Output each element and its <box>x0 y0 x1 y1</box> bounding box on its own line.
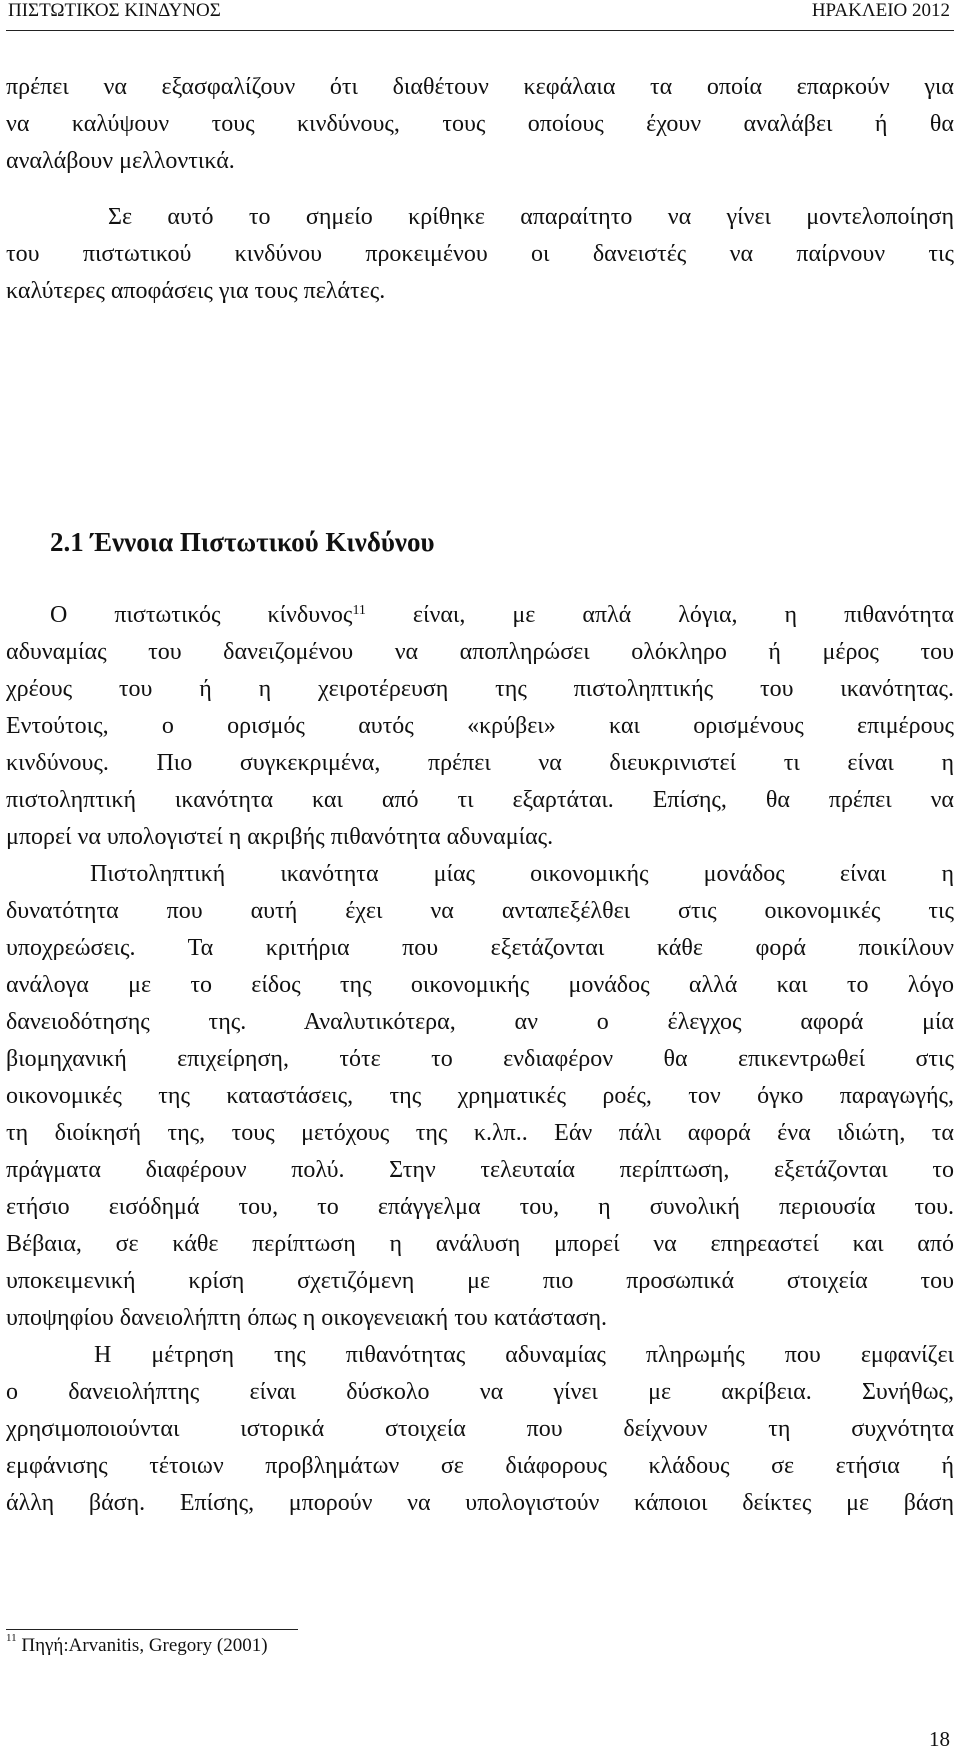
paragraph-line: βιομηχανική επιχείρηση, τότε το ενδιαφέρον θα επικεντρωθεί στις <box>6 1046 954 1072</box>
page-header <box>0 0 960 34</box>
paragraph-line: άλλη βάση. Επίσης, μπορούν να υπολογιστούν κάποιοι δείκτες με βάση <box>6 1490 954 1516</box>
paragraph-line: ετήσιο εισόδημά του, το επάγγελμα του, η συνολική περιουσία του. <box>6 1194 954 1220</box>
footnote-divider <box>6 1629 298 1630</box>
paragraph-line: κινδύνους. Πιο συγκεκριμένα, πρέπει να διευκρινιστεί τι είναι η <box>6 750 954 776</box>
header-divider <box>6 30 954 31</box>
paragraph-line: υποχρεώσεις. Τα κριτήρια που εξετάζονται κάθε φορά ποικίλουν <box>6 935 954 961</box>
paragraph-line: ο δανειολήπτης είναι δύσκολο να γίνει με ακρίβεια. Συνήθως, <box>6 1379 954 1405</box>
paragraph-line: Σε αυτό το σημείο κρίθηκε απαραίτητο να γίνει μοντελοποίηση <box>108 204 954 230</box>
paragraph-line: να καλύψουν τους κινδύνους, τους οποίους έχουν αναλάβει ή θα <box>6 111 954 137</box>
paragraph-line: υποκειμενική κρίση σχετιζόμενη με πιο προσωπικά στοιχεία του <box>6 1268 954 1294</box>
header-title: ΠΙΣΤΩΤΙΚΟΣ ΚΙΝΔΥΝΟΣ <box>8 0 221 21</box>
paragraph-line: δανειοδότησης της. Αναλυτικότερα, αν ο έλεγχος αφορά μία <box>6 1009 954 1035</box>
paragraph-line: πρέπει να εξασφαλίζουν ότι διαθέτουν κεφάλαια τα οποία επαρκούν για <box>6 74 954 100</box>
paragraph-text: είναι, με απλά λόγια, η πιθανότητα <box>365 602 955 628</box>
paragraph-line: χρέους του ή η χειροτέρευση της πιστοληπτικής του ικανότητας. <box>6 676 954 702</box>
paragraph-line: του πιστωτικού κινδύνου προκειμένου οι δανειστές να παίρνουν τις <box>6 241 954 267</box>
paragraph-line: εμφάνισης τέτοιων προβλημάτων σε διάφορους κλάδους σε ετήσια ή <box>6 1453 954 1479</box>
footnote <box>6 1632 268 1657</box>
paragraph-line-with-footnote-ref <box>50 597 954 634</box>
paragraph-line: δυνατότητα που αυτή έχει να ανταπεξέλθει στις οικονομικές τις <box>6 898 954 924</box>
paragraph-line: πιστοληπτική ικανότητα και από τι εξαρτάται. Επίσης, θα πρέπει να <box>6 787 954 813</box>
paragraph-line: τη διοίκησή της, τους μετόχους της κ.λπ.. Εάν πάλι αφορά ένα ιδιώτη, τα <box>6 1120 954 1146</box>
paragraph-line: αδυναμίας του δανειζομένου να αποπληρώσει ολόκληρο ή μέρος του <box>6 639 954 665</box>
paragraph-line: αναλάβουν μελλοντικά. <box>6 148 235 174</box>
paragraph-line: πράγματα διαφέρουν πολύ. Στην τελευταία περίπτωση, εξετάζονται το <box>6 1157 954 1183</box>
paragraph-line: υποψηφίου δανειολήπτη όπως η οικογενειακή του κατάσταση. <box>6 1305 608 1331</box>
paragraph-text: Ο πιστωτικός κίνδυνος <box>50 602 353 628</box>
paragraph-line: μπορεί να υπολογιστεί η ακριβής πιθανότητα αδυναμίας. <box>6 824 554 850</box>
footnote-text: Πηγή:Arvanitis, Gregory (2001) <box>16 1635 268 1656</box>
paragraph-line: οικονομικές της καταστάσεις, της χρηματικές ροές, τον όγκο παραγωγής, <box>6 1083 954 1109</box>
paragraph-line: καλύτερες αποφάσεις για τους πελάτες. <box>6 278 386 304</box>
section-heading: 2.1 Έννοια Πιστωτικού Κινδύνου <box>50 527 435 557</box>
header-place-year: ΗΡΑΚΛΕΙΟ 2012 <box>811 0 950 21</box>
footnote-reference: 11 <box>352 603 366 618</box>
paragraph-line: ανάλογα με το είδος της οικονομικής μονάδος αλλά και το λόγο <box>6 972 954 998</box>
paragraph-line: Βέβαια, σε κάθε περίπτωση η ανάλυση μπορεί να επηρεαστεί και από <box>6 1231 954 1257</box>
paragraph-line: Πιστοληπτική ικανότητα μίας οικονομικής μονάδος είναι η <box>90 861 954 887</box>
paragraph-line: χρησιμοποιούνται ιστορικά στοιχεία που δείχνουν τη συχνότητα <box>6 1416 954 1442</box>
paragraph-line: Εντούτοις, ο ορισμός αυτός «κρύβει» και ορισμένους επιμέρους <box>6 713 954 739</box>
paragraph-line: Η μέτρηση της πιθανότητας αδυναμίας πληρωμής που εμφανίζει <box>94 1342 954 1368</box>
footnote-number: 11 <box>6 1632 17 1644</box>
page-number: 18 <box>929 1727 950 1751</box>
